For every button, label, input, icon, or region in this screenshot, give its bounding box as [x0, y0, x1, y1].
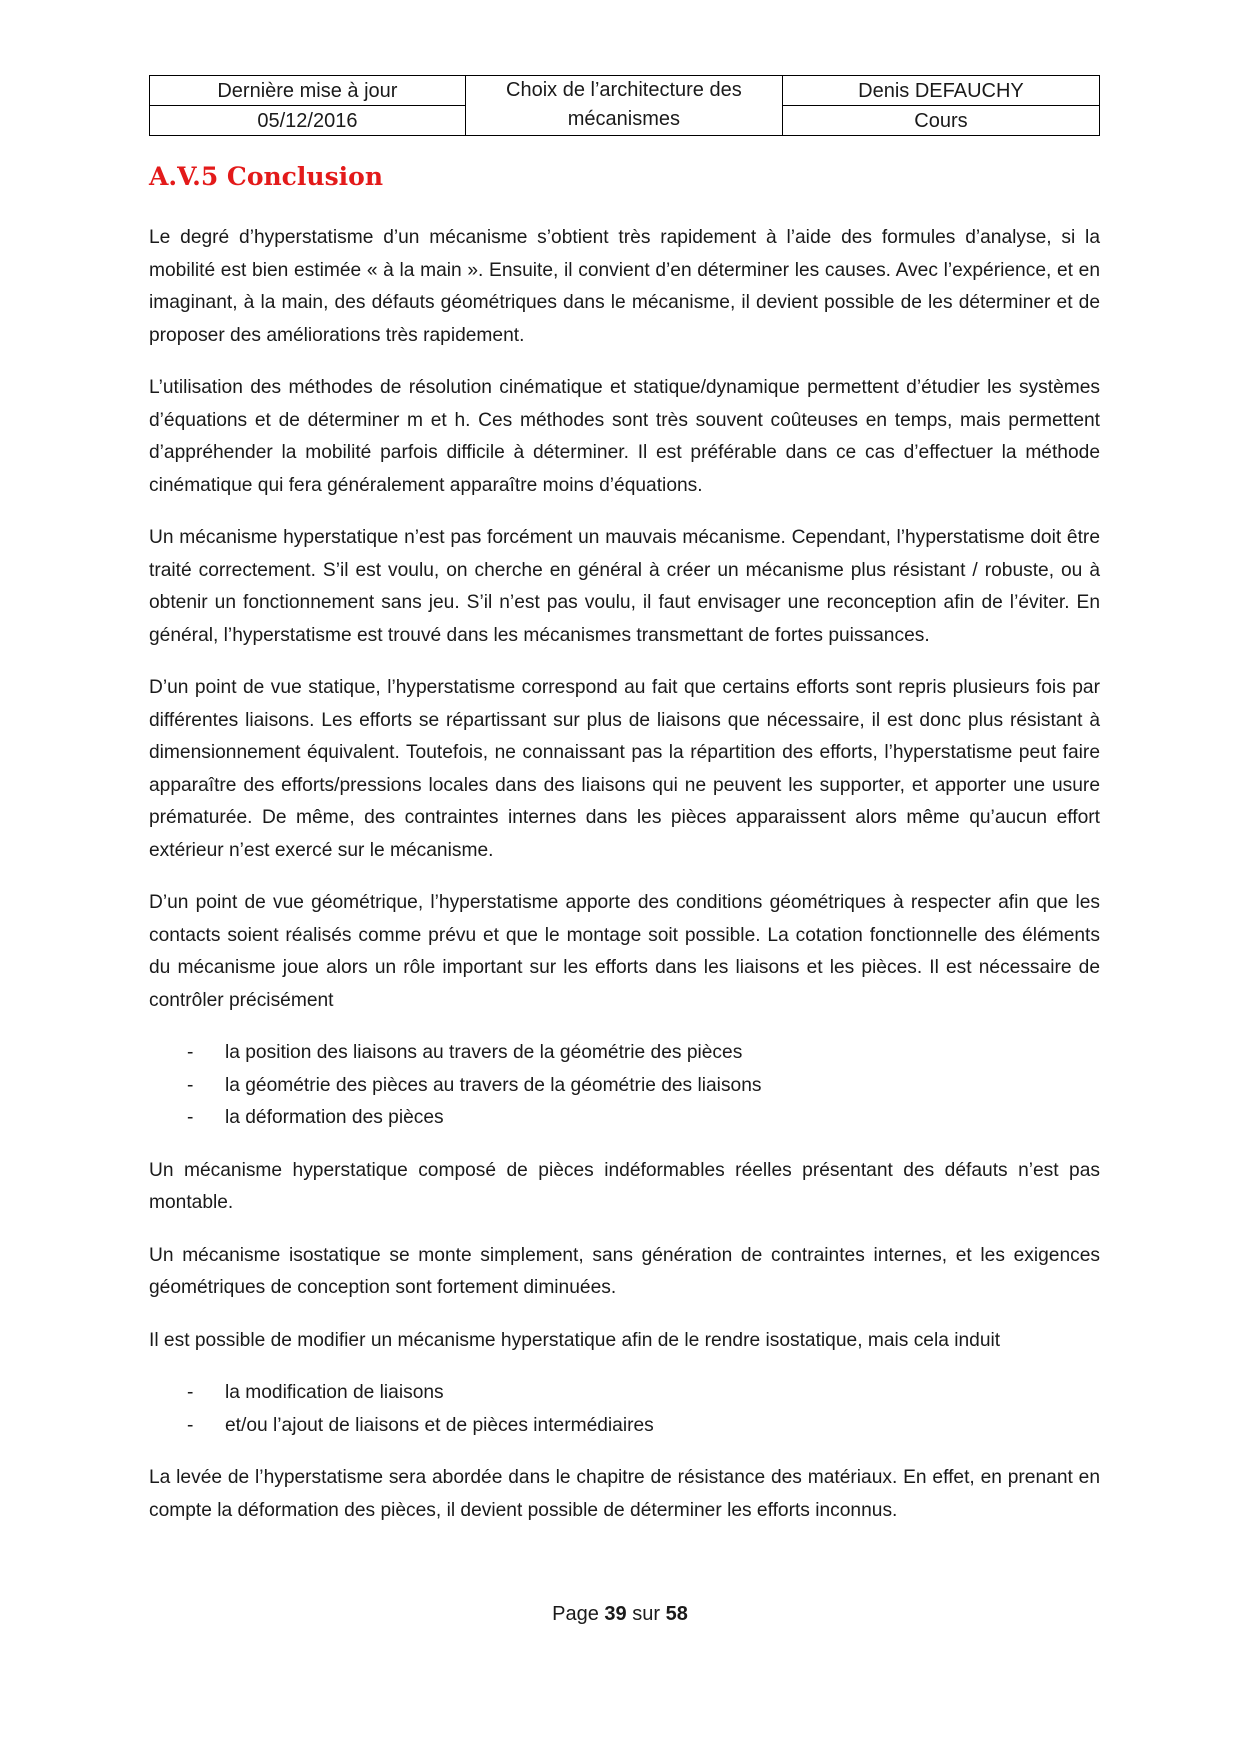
current-page-number: 39	[604, 1603, 627, 1625]
bullet-dash: -	[187, 1074, 194, 1096]
list-item	[149, 1070, 1100, 1103]
paragraph-6: Un mécanisme hyperstatique composé de pièces indéformables réelles présentant des défauts n’est pas montable.	[149, 1159, 1100, 1213]
section-title: A.V.5 Conclusion	[149, 162, 383, 191]
list-item	[149, 1037, 1100, 1070]
bullet-dash: -	[187, 1042, 194, 1063]
document-title-line1: Choix de l’architecture des	[506, 79, 742, 101]
list-item-text: la déformation des pièces	[225, 1107, 444, 1128]
bullet-dash: -	[187, 1382, 194, 1403]
list-item-text: et/ou l’ajout de liaisons et de pièces intermédiaires	[225, 1414, 654, 1436]
list-item-text: la géométrie des pièces au travers de la géométrie des liaisons	[225, 1074, 762, 1096]
paragraph-3: Un mécanisme hyperstatique n’est pas forcément un mauvais mécanisme. Cependant, l’hyperstatisme doit être traité correctement. S’il est voulu, on cherche en général à créer un mécanisme plus résistant / robuste, ou à obtenir un fonctionnement sans jeu. S’il n’est pas voulu, il faut envisager une reconception afin de l’éviter. En général, l’hyperstatisme est trouvé dans les mécanismes transmettant de fortes puissances.	[149, 527, 1100, 646]
list-item	[149, 1102, 1100, 1135]
paragraph-2: L’utilisation des méthodes de résolution cinématique et statique/dynamique permettent d’étudier les systèmes d’équations et de déterminer m et h. Ces méthodes sont très souvent coûteuses en temps, mais permettent d’appréhender la mobilité parfois difficile à déterminer. Il est préférable dans ce cas d’effectuer la méthode cinématique qui fera généralement apparaître moins d’équations.	[149, 377, 1100, 496]
modification-list	[149, 1377, 1100, 1442]
page-footer	[0, 1603, 1240, 1626]
control-list	[149, 1037, 1100, 1135]
paragraph-9: La levée de l’hyperstatisme sera abordée dans le chapitre de résistance des matériaux. En effet, en prenant en compte la déformation des pièces, il devient possible de déterminer les efforts inconnus.	[149, 1467, 1100, 1521]
paragraph-8: Il est possible de modifier un mécanisme hyperstatique afin de le rendre isostatique, mais cela induit	[149, 1329, 1001, 1351]
last-update-label: Dernière mise à jour	[150, 76, 466, 106]
paragraph-4: D’un point de vue statique, l’hyperstatisme correspond au fait que certains efforts sont repris plusieurs fois par différentes liaisons. Les efforts se répartissant sur plus de liaisons que nécessaire, il est donc plus résistant à dimensionnement équivalent. Toutefois, ne connaissant pas la répartition des efforts, l’hyperstatisme peut faire apparaître des efforts/pressions locales dans des liaisons qui ne peuvent les supporter, et apporter une usure prématurée. De même, des contraintes internes dans les pièces apparaissent alors même qu’aucun effort extérieur n’est exercé sur le mécanisme.	[149, 677, 1100, 861]
document-type: Cours	[782, 106, 1099, 136]
list-item	[149, 1410, 1100, 1443]
author-name: Denis DEFAUCHY	[782, 76, 1099, 106]
list-item-text: la modification de liaisons	[225, 1382, 444, 1403]
list-item-text: la position des liaisons au travers de la géométrie des pièces	[225, 1042, 743, 1063]
total-pages-number: 58	[665, 1603, 688, 1625]
paragraph-7: Un mécanisme isostatique se monte simplement, sans génération de contraintes internes, et les exigences géométriques de conception sont fortement diminuées.	[149, 1244, 1100, 1298]
update-date: 05/12/2016	[150, 106, 466, 136]
of-label: sur	[632, 1603, 661, 1625]
paragraph-5: D’un point de vue géométrique, l’hyperstatisme apporte des conditions géométriques à respecter afin que les contacts soient réalisés comme prévu et que le montage soit possible. La cotation fonctionnelle des éléments du mécanisme joue alors un rôle important sur les efforts dans les liaisons et les pièces. Il est nécessaire de contrôler précisément	[149, 892, 1100, 1011]
header-table	[149, 75, 1100, 136]
list-item	[149, 1377, 1100, 1410]
page-label: Page	[552, 1603, 599, 1625]
bullet-dash: -	[187, 1107, 194, 1128]
main-content	[149, 222, 1100, 1547]
document-title-line2: mécanismes	[567, 108, 680, 130]
bullet-dash: -	[187, 1414, 194, 1436]
document-title	[465, 76, 782, 136]
paragraph-1: Le degré d’hyperstatisme d’un mécanisme s’obtient très rapidement à l’aide des formules d’analyse, si la mobilité est bien estimée « à la main ». Ensuite, il convient d’en déterminer les causes. Avec l’expérience, et en imaginant, à la main, des défauts géométriques dans le mécanisme, il devient possible de les déterminer et de proposer des améliorations très rapidement.	[149, 227, 1100, 346]
